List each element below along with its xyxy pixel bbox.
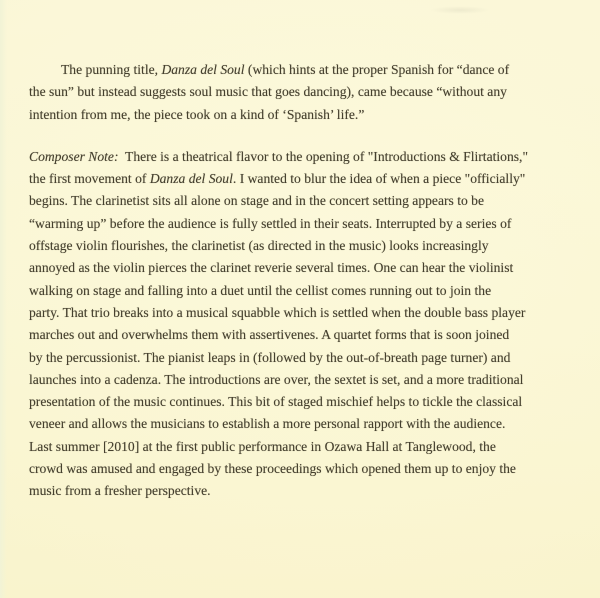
- text-segment: Last summer [2010] at the first public performance in Ozawa Hall at Tanglewood, the: [29, 438, 496, 454]
- text-segment: intention from me, the piece took on a kind of ‘Spanish’ life.”: [29, 106, 365, 122]
- scan-edge-artifact: [0, 0, 7, 598]
- text-segment: the sun” but instead suggests soul music that goes dancing), came because “without any: [29, 84, 507, 100]
- text-line: [29, 302, 569, 324]
- text-segment: walking on stage and falling into a duet until the cellist comes running out to join the: [29, 282, 492, 298]
- text-line: [29, 190, 569, 212]
- text-line: [29, 59, 569, 81]
- paragraph: [29, 59, 569, 126]
- text-line: [29, 480, 569, 502]
- text-line: [29, 369, 569, 391]
- text-segment: the first movement of: [29, 171, 150, 187]
- text-line: [29, 81, 569, 103]
- text-segment: begins. The clarinetist sits all alone on stage and in the concert setting appears to be: [29, 193, 485, 209]
- italic-text-segment: Danza del Soul: [149, 171, 233, 187]
- text-segment: offstage violin flourishes, the clarinetist (as directed in the music) looks increasingly: [29, 238, 489, 254]
- text-segment: There is a theatrical flavor to the opening of "Introductions & Flirtations,": [118, 148, 528, 164]
- italic-text-segment: Composer Note:: [29, 148, 119, 164]
- text-segment: . I wanted to blur the idea of when a piece "officially": [232, 171, 526, 187]
- italic-text-segment: Danza del Soul: [161, 62, 245, 77]
- text-line: [29, 168, 569, 190]
- liner-notes-text: [29, 59, 569, 503]
- text-segment: crowd was amused and engaged by these proceedings which opened them up to enjoy the: [29, 461, 516, 477]
- text-segment: music from a fresher perspective.: [29, 483, 211, 499]
- text-line: [29, 146, 569, 168]
- text-line: [29, 436, 569, 458]
- text-segment: presentation of the music continues. This bit of staged mischief helps to tickle the classical: [29, 394, 523, 410]
- text-segment: by the percussionist. The pianist leaps in (followed by the out-of-breath page turner) and: [29, 349, 511, 365]
- text-segment: party. That trio breaks into a musical squabble which is settled when the double bass player: [29, 304, 526, 320]
- text-line: [29, 324, 569, 346]
- text-line: [29, 235, 569, 257]
- text-line: [29, 458, 569, 480]
- text-line: [29, 347, 569, 369]
- text-segment: veneer and allows the musicians to establish a more personal rapport with the audience.: [29, 416, 506, 432]
- text-line: [29, 280, 569, 302]
- text-line: [29, 413, 569, 435]
- text-line: [29, 104, 569, 126]
- text-line: [29, 257, 569, 279]
- scan-smudge-artifact: [430, 6, 490, 14]
- text-segment: annoyed as the violin pierces the clarinet reverie several times. One can hear the violinist: [29, 260, 514, 276]
- text-segment: launches into a cadenza. The introductions are over, the sextet is set, and a more traditional: [29, 371, 524, 387]
- text-segment: marches out and overwhelms them with assertivenes. A quartet forms that is soon joined: [29, 327, 510, 343]
- text-segment: (which hints at the proper Spanish for “dance of: [244, 62, 510, 77]
- text-segment: The punning title,: [61, 62, 162, 77]
- text-line: [29, 391, 569, 413]
- text-segment: “warming up” before the audience is fully settled in their seats. Interrupted by a series of: [29, 215, 512, 231]
- text-line: [29, 213, 569, 235]
- paragraph: [29, 146, 569, 503]
